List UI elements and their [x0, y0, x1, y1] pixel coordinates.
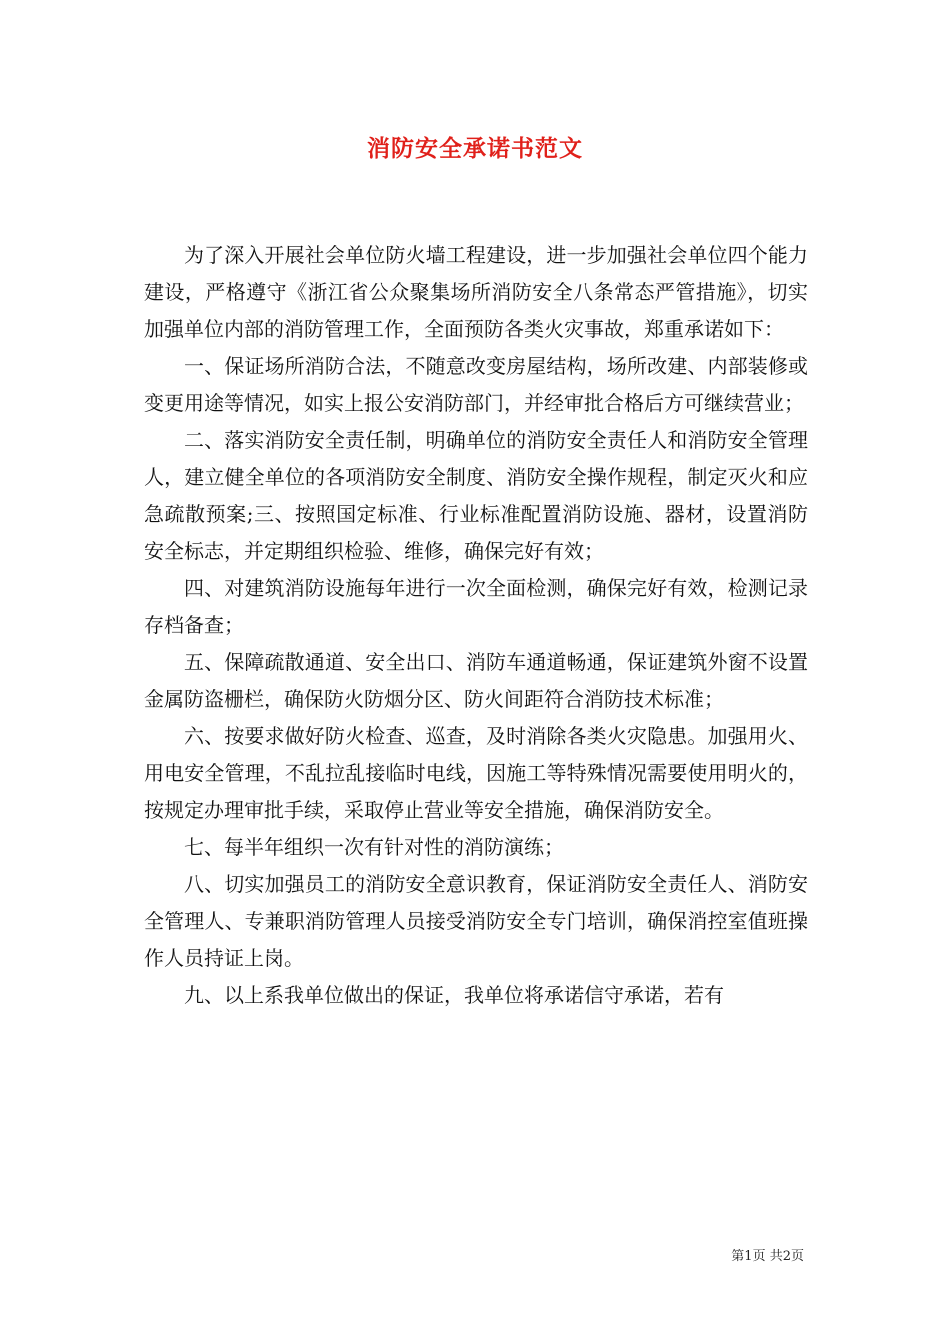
footer-current-page: 1 [744, 1249, 753, 1264]
footer-prefix: 第 [731, 1249, 745, 1264]
paragraph-item-5: 五、保障疏散通道、安全出口、消防车通道畅通，保证建筑外窗不设置金属防盗栅栏，确保防火防烟分区、防火间距符合消防技术标准； [144, 650, 808, 711]
page-number-footer [731, 1248, 804, 1266]
paragraph-item-2-3: 二、落实消防安全责任制，明确单位的消防安全责任人和消防安全管理人，建立健全单位的各项消防安全制度、消防安全操作规程，制定灭火和应急疏散预案;三、按照国定标准、行业标准配置消防设施、器材，设置消防安全标志，并定期组织检验、维修，确保完好有效； [144, 428, 808, 563]
footer-total-pages: 2 [782, 1249, 791, 1264]
paragraph-item-6: 六、按要求做好防火检查、巡查，及时消除各类火灾隐患。加强用火、用电安全管理，不乱拉乱接临时电线，因施工等特殊情况需要使用明火的，按规定办理审批手续，采取停止营业等安全措施，确保消防安全。 [144, 724, 808, 822]
paragraph-item-9: 九、以上系我单位做出的保证，我单位将承诺信守承诺，若有 [184, 983, 724, 1007]
footer-suffix: 页 [790, 1249, 804, 1264]
paragraph-item-1: 一、保证场所消防合法，不随意改变房屋结构，场所改建、内部装修或变更用途等情况，如实上报公安消防部门，并经审批合格后方可继续营业； [144, 354, 808, 415]
paragraph-item-4: 四、对建筑消防设施每年进行一次全面检测，确保完好有效，检测记录存档备查； [144, 576, 808, 637]
paragraph-intro: 为了深入开展社会单位防火墙工程建设，进一步加强社会单位四个能力建设，严格遵守《浙江省公众聚集场所消防安全八条常态严管措施》，切实加强单位内部的消防管理工作，全面预防各类火灾事故，郑重承诺如下： [144, 243, 808, 341]
paragraph-item-8: 八、切实加强员工的消防安全意识教育，保证消防安全责任人、消防安全管理人、专兼职消防管理人员接受消防安全专门培训，确保消控室值班操作人员持证上岗。 [144, 872, 808, 970]
document-title: 消防安全承诺书范文 [367, 135, 583, 162]
document-body [144, 237, 808, 1014]
paragraph-item-7: 七、每半年组织一次有针对性的消防演练； [184, 835, 564, 859]
footer-middle: 页 共 [752, 1249, 783, 1264]
